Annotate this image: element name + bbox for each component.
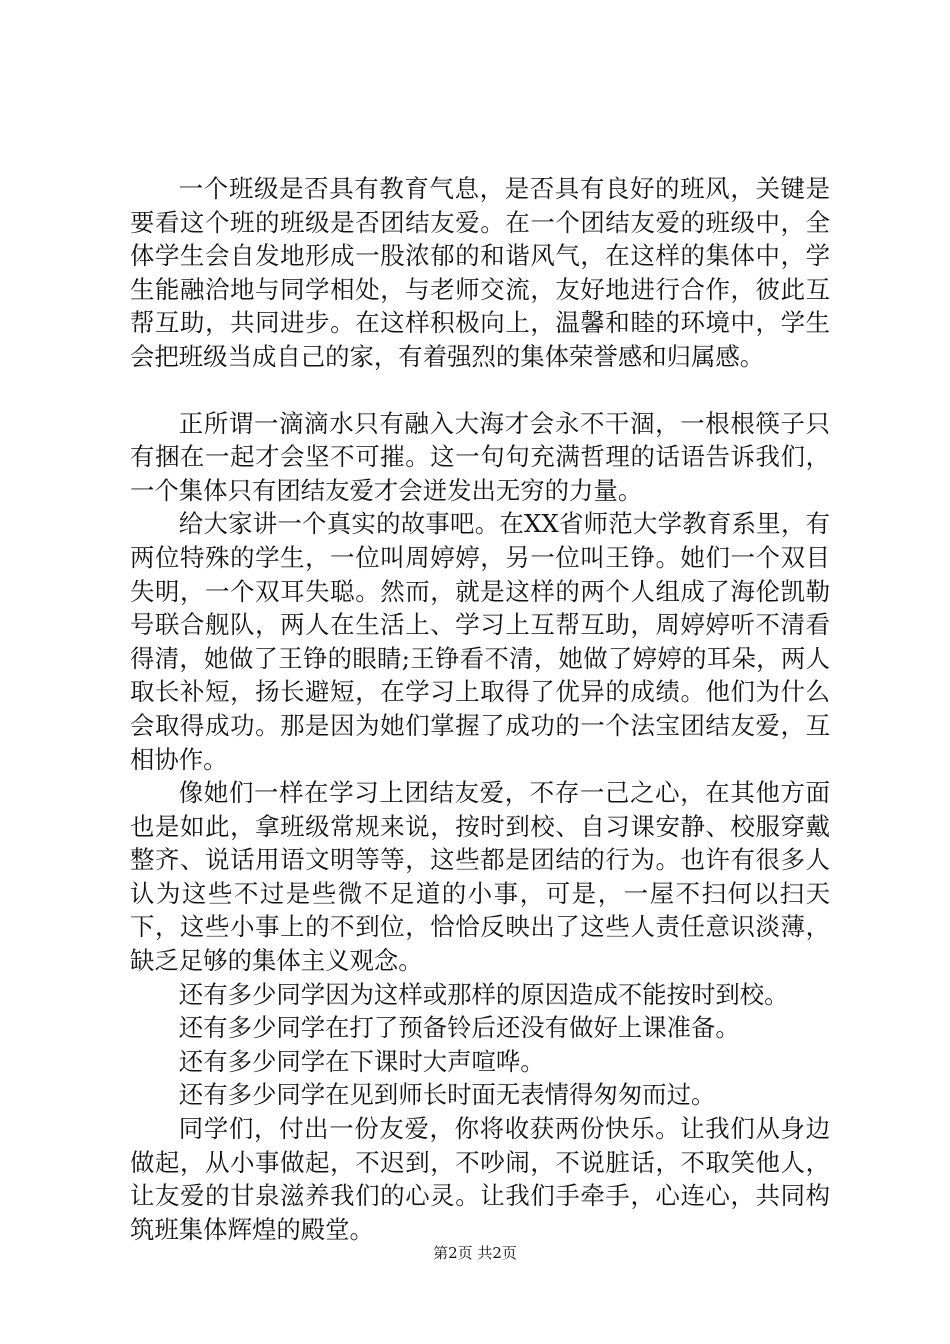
paragraph-question-unprepared: 还有多少同学在打了预备铃后还没有做好上课准备。 <box>178 1013 740 1043</box>
paragraph-class-rules: 像她们一样在学习上团结友爱，不存一己之心，在其他方面也是如此，拿班级常规来说，按时到校、自习课安静、校服穿戴整齐、说话用语文明等等，这些都是团结的行为。也许有很多人认为这些不过是些微不足道的小事，可是，一屋不扫何以扫天下，这些小事上的不到位，恰恰反映出了这些人责任意识淡薄，缺乏足够的集体主义观念。 <box>130 778 830 976</box>
page-footer: 第2页 共2页 <box>433 1244 517 1262</box>
paragraph-question-teachers: 还有多少同学在见到师长时面无表情得匆匆而过。 <box>178 1080 716 1110</box>
paragraph-question-late: 还有多少同学因为这样或那样的原因造成不能按时到校。 <box>178 979 789 1009</box>
paragraph-class-unity: 一个班级是否具有教育气息，是否具有良好的班风，关键是要看这个班的班级是否团结友爱。在一个团结友爱的班级中，全体学生会自发地形成一股浓郁的和谐风气，在这样的集体中，学生能融洽地与同学相处，与老师交流，友好地进行合作，彼此互帮互助，共同进步。在这样积极向上，温馨和睦的环境中，学生会把班级当成自己的家，有着强烈的集体荣誉感和归属感。 <box>130 174 830 371</box>
paragraph-call-to-action: 同学们，付出一份友爱，你将收获两份快乐。让我们从身边做起，从小事做起，不迟到，不吵闹，不说脏话，不取笑他人，让友爱的甘泉滋养我们的心灵。让我们手牵手，心连心，共同构筑班集体辉煌的殿堂。 <box>130 1114 830 1244</box>
paragraph-true-story: 给大家讲一个真实的故事吧。在XX省师范大学教育系里，有两位特殊的学生，一位叫周婷婷，另一位叫王铮。她们一个双目失明，一个双耳失聪。然而，就是这样的两个人组成了海伦凯勒号联合舰队，两人在生活上、学习上互帮互助，周婷婷听不清看得清，她做了王铮的眼睛;王铮看不清，她做了婷婷的耳朵，两人取长补短，扬长避短，在学习上取得了优异的成绩。他们为什么会取得成功。那是因为她们掌握了成功的一个法宝团结友爱，互相协作。 <box>130 509 830 774</box>
paragraph-question-noise: 还有多少同学在下课时大声喧哗。 <box>178 1046 545 1076</box>
document-body <box>130 172 830 1246</box>
paragraph-water-chopsticks: 正所谓一滴滴水只有融入大海才会永不干涸，一根根筷子只有捆在一起才会坚不可摧。这一句句充满哲理的话语告诉我们，一个集体只有团结友爱才会迸发出无穷的力量。 <box>130 408 830 505</box>
